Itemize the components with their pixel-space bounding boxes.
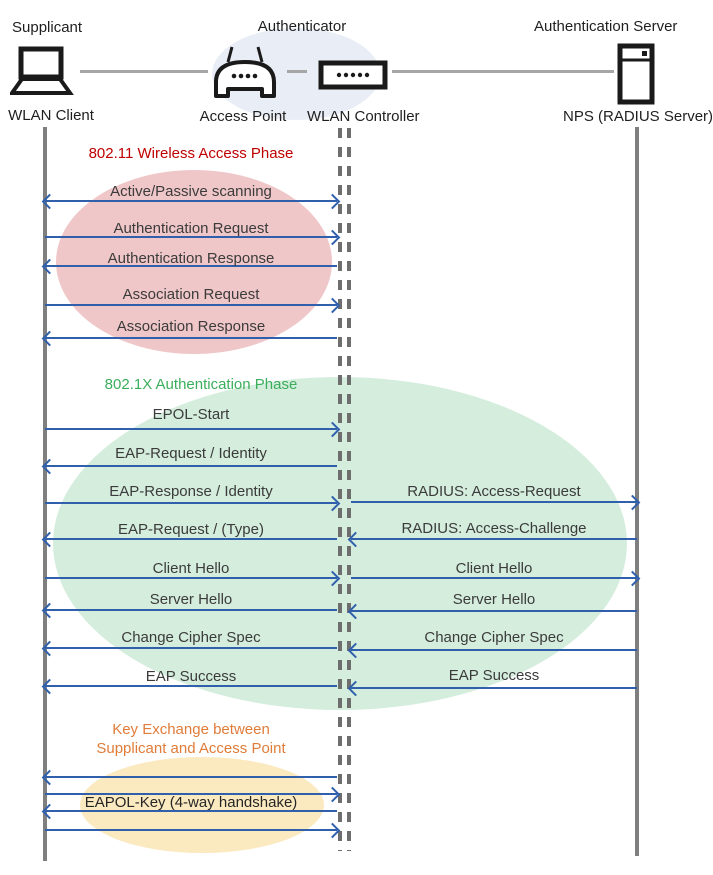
message-label: Change Cipher Spec: [424, 629, 564, 646]
message-label: Change Cipher Spec: [121, 629, 261, 646]
message-arrow-server-hello-right: [351, 610, 637, 612]
message-label: Authentication Response: [107, 250, 275, 267]
message-label: Active/Passive scanning: [110, 183, 272, 200]
message-arrow-assoc-response: [45, 337, 337, 339]
node-label-wlan-client: WLAN Client: [8, 107, 94, 124]
node-label-wlan-controller: WLAN Controller: [307, 108, 420, 125]
access-point-icon: [212, 44, 278, 102]
message-label: Authentication Request: [113, 220, 269, 237]
message-label: EPOL-Start: [152, 406, 230, 423]
message-label: Client Hello: [455, 560, 533, 577]
phase-title-authentication: 802.1X Authentication Phase: [104, 376, 298, 393]
role-label-authenticator: Authenticator: [257, 18, 347, 35]
message-arrow-change-cipher-left: [45, 647, 337, 649]
node-label-access-point: Access Point: [199, 108, 287, 125]
wlan-controller-icon: [318, 60, 388, 90]
message-arrow-eap-request-type: [45, 538, 337, 540]
message-arrow-eapol-key-1: [45, 776, 337, 778]
message-arrow-server-hello-left: [45, 609, 337, 611]
message-label: EAP-Request / (Type): [118, 521, 264, 538]
message-label: EAP-Response / Identity: [109, 483, 273, 500]
connector-ap-controller: [287, 70, 307, 73]
message-label: Server Hello: [452, 591, 536, 608]
message-label: EAP Success: [145, 668, 237, 685]
eapol-key-label: EAPOL-Key (4-way handshake): [84, 794, 298, 811]
phase-title-key-exchange-line2: Supplicant and Access Point: [96, 740, 286, 757]
role-label-supplicant: Supplicant: [12, 19, 83, 36]
message-label: Association Response: [116, 318, 266, 335]
message-label: EAP-Request / Identity: [115, 445, 267, 462]
message-arrow-eap-response-identity: [45, 502, 337, 504]
message-label: EAP Success: [448, 667, 540, 684]
message-arrow-radius-access-challenge: [351, 538, 637, 540]
message-arrow-epol-start: [45, 428, 337, 430]
message-arrow-change-cipher-right: [351, 649, 637, 651]
message-arrow-scanning: [45, 200, 337, 202]
message-label: RADIUS: Access-Request: [407, 483, 581, 500]
message-label: Association Request: [122, 286, 260, 303]
message-label: Client Hello: [152, 560, 230, 577]
role-label-authentication-server: Authentication Server: [534, 18, 678, 35]
message-label: RADIUS: Access-Challenge: [401, 520, 587, 537]
message-arrow-eapol-key-4: [45, 829, 337, 831]
laptop-icon: [10, 46, 76, 98]
node-label-nps: NPS (RADIUS Server): [563, 108, 713, 125]
message-arrow-eap-request-identity: [45, 465, 337, 467]
connector-client-ap: [80, 70, 208, 73]
connector-controller-server: [392, 70, 614, 73]
message-arrow-eap-success-left: [45, 685, 337, 687]
message-arrow-radius-access-request: [351, 501, 637, 503]
message-arrow-eap-success-right: [351, 687, 637, 689]
message-label: Server Hello: [149, 591, 233, 608]
message-arrow-assoc-request: [45, 304, 337, 306]
phase-title-wireless-access: 802.11 Wireless Access Phase: [88, 145, 294, 162]
message-arrow-client-hello-left: [45, 577, 337, 579]
message-arrow-client-hello-right: [351, 577, 637, 579]
phase-title-key-exchange-line1: Key Exchange between: [112, 721, 270, 738]
server-icon: [616, 43, 656, 105]
